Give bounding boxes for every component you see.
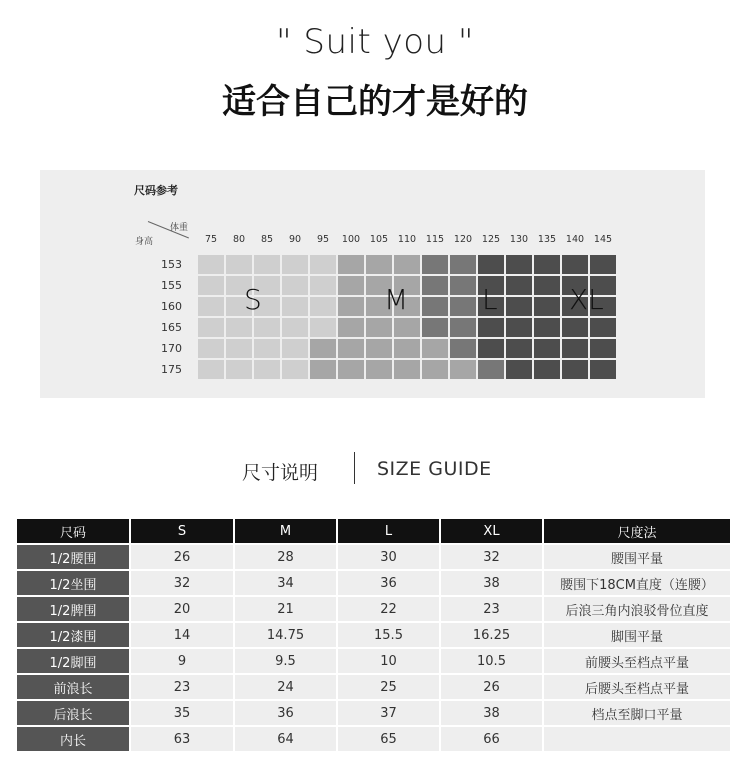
size-cell-s bbox=[310, 318, 336, 337]
size-cell-s bbox=[226, 360, 252, 379]
height-row-label: 170 bbox=[161, 342, 182, 355]
weight-column-label: 145 bbox=[593, 234, 613, 245]
size-guide-table bbox=[15, 517, 732, 753]
row-label: 1/2脾围 bbox=[17, 597, 129, 621]
size-cell-xl bbox=[562, 255, 588, 274]
size-cell-l bbox=[422, 297, 448, 316]
height-row-label: 175 bbox=[161, 363, 182, 376]
size-cell-m bbox=[338, 255, 364, 274]
value-cell: 37 bbox=[338, 701, 439, 725]
weight-column-label: 95 bbox=[316, 234, 330, 245]
size-guide-title-en: SIZE GUIDE bbox=[377, 458, 492, 480]
value-cell: 35 bbox=[131, 701, 233, 725]
size-letter-m: M bbox=[384, 283, 409, 316]
size-cell-xl bbox=[534, 360, 560, 379]
method-cell: 腰围平量 bbox=[544, 545, 730, 569]
height-axis-label: 身高 bbox=[135, 237, 154, 247]
size-cell-s bbox=[282, 360, 308, 379]
size-guide-heading bbox=[0, 452, 750, 484]
size-cell-m bbox=[338, 360, 364, 379]
page-subtitle: " Suit you " bbox=[275, 22, 475, 62]
size-cell-m bbox=[366, 360, 392, 379]
weight-column-label: 110 bbox=[397, 234, 417, 245]
size-letter-xl: XL bbox=[569, 283, 604, 316]
size-cell-s bbox=[198, 297, 224, 316]
method-cell: 前腰头至档点平量 bbox=[544, 649, 730, 673]
size-cell-xl bbox=[562, 360, 588, 379]
size-cell-m bbox=[422, 339, 448, 358]
size-reference-panel bbox=[40, 170, 705, 398]
value-cell: 14 bbox=[131, 623, 233, 647]
weight-column-label: 140 bbox=[565, 234, 585, 245]
value-cell: 38 bbox=[441, 571, 542, 595]
value-cell: 9 bbox=[131, 649, 233, 673]
size-cell-xl bbox=[590, 360, 616, 379]
heading-divider bbox=[354, 452, 355, 484]
size-cell-l bbox=[422, 318, 448, 337]
size-cell-s bbox=[226, 339, 252, 358]
size-cell-s bbox=[198, 276, 224, 295]
table-row bbox=[17, 623, 730, 647]
size-guide-title-cn: 尺寸说明 bbox=[242, 462, 319, 484]
weight-column-label: 130 bbox=[509, 234, 529, 245]
height-row-label: 153 bbox=[161, 258, 182, 271]
row-label: 内长 bbox=[17, 727, 129, 751]
table-row bbox=[17, 545, 730, 569]
height-row-label: 155 bbox=[161, 279, 182, 292]
header-m: M bbox=[235, 519, 336, 543]
size-cell-m bbox=[394, 339, 420, 358]
value-cell: 63 bbox=[131, 727, 233, 751]
size-cell-s bbox=[310, 255, 336, 274]
method-cell: 腰围下18CM直度（连腰） bbox=[544, 571, 730, 595]
value-cell: 14.75 bbox=[235, 623, 336, 647]
weight-column-label: 80 bbox=[232, 234, 246, 245]
table-row bbox=[17, 597, 730, 621]
size-letter-l: L bbox=[482, 283, 498, 316]
size-cell-s bbox=[310, 276, 336, 295]
row-label: 1/2坐围 bbox=[17, 571, 129, 595]
size-cell-s bbox=[282, 276, 308, 295]
size-cell-xl bbox=[506, 276, 532, 295]
size-cell-m bbox=[310, 360, 336, 379]
row-label: 1/2脚围 bbox=[17, 649, 129, 673]
size-letter-s: S bbox=[244, 283, 262, 316]
value-cell: 65 bbox=[338, 727, 439, 751]
value-cell: 20 bbox=[131, 597, 233, 621]
size-cell-s bbox=[282, 255, 308, 274]
method-cell: 后腰头至档点平量 bbox=[544, 675, 730, 699]
size-cell-xl bbox=[534, 276, 560, 295]
page-title: 适合自己的才是好的 bbox=[222, 82, 528, 122]
header-method: 尺度法 bbox=[544, 519, 730, 543]
size-cell-m bbox=[366, 255, 392, 274]
header-s: S bbox=[131, 519, 233, 543]
size-cell-m bbox=[450, 360, 476, 379]
size-cell-m bbox=[338, 339, 364, 358]
size-cell-l bbox=[450, 297, 476, 316]
size-cell-xl bbox=[506, 297, 532, 316]
row-label: 1/2腰围 bbox=[17, 545, 129, 569]
size-cell-xl bbox=[534, 297, 560, 316]
size-cell-l bbox=[450, 318, 476, 337]
size-cell-m bbox=[338, 297, 364, 316]
method-cell: 后浪三角内浪驳骨位直度 bbox=[544, 597, 730, 621]
size-cell-l bbox=[478, 360, 504, 379]
table-row bbox=[17, 675, 730, 699]
table-row bbox=[17, 649, 730, 673]
height-row-label: 165 bbox=[161, 321, 182, 334]
size-reference-title: 尺码参考 bbox=[134, 184, 178, 197]
weight-column-label: 90 bbox=[288, 234, 302, 245]
value-cell: 38 bbox=[441, 701, 542, 725]
size-cell-xl bbox=[506, 255, 532, 274]
value-cell: 9.5 bbox=[235, 649, 336, 673]
row-label: 后浪长 bbox=[17, 701, 129, 725]
value-cell: 30 bbox=[338, 545, 439, 569]
size-cell-xl bbox=[590, 318, 616, 337]
size-cell-s bbox=[254, 318, 280, 337]
header-l: L bbox=[338, 519, 439, 543]
value-cell: 36 bbox=[338, 571, 439, 595]
size-cell-s bbox=[310, 297, 336, 316]
height-row-label: 160 bbox=[161, 300, 182, 313]
method-cell: 档点至脚口平量 bbox=[544, 701, 730, 725]
value-cell: 23 bbox=[131, 675, 233, 699]
value-cell: 24 bbox=[235, 675, 336, 699]
value-cell: 34 bbox=[235, 571, 336, 595]
size-cell-s bbox=[198, 339, 224, 358]
size-cell-l bbox=[450, 255, 476, 274]
value-cell: 28 bbox=[235, 545, 336, 569]
size-cell-xl bbox=[534, 339, 560, 358]
size-cell-xl bbox=[562, 318, 588, 337]
size-cell-s bbox=[282, 318, 308, 337]
size-cell-s bbox=[226, 318, 252, 337]
table-header-row bbox=[17, 519, 730, 543]
value-cell: 66 bbox=[441, 727, 542, 751]
size-cell-s bbox=[254, 339, 280, 358]
size-cell-s bbox=[282, 339, 308, 358]
value-cell: 26 bbox=[441, 675, 542, 699]
size-cell-l bbox=[450, 339, 476, 358]
value-cell: 22 bbox=[338, 597, 439, 621]
size-cell-m bbox=[366, 339, 392, 358]
table-row bbox=[17, 701, 730, 725]
size-cell-xl bbox=[506, 318, 532, 337]
size-cell-s bbox=[254, 360, 280, 379]
value-cell: 10.5 bbox=[441, 649, 542, 673]
weight-column-label: 105 bbox=[369, 234, 389, 245]
value-cell: 10 bbox=[338, 649, 439, 673]
value-cell: 26 bbox=[131, 545, 233, 569]
size-cell-m bbox=[394, 255, 420, 274]
size-cell-m bbox=[310, 339, 336, 358]
method-cell: 脚围平量 bbox=[544, 623, 730, 647]
size-cell-m bbox=[366, 318, 392, 337]
value-cell: 32 bbox=[131, 571, 233, 595]
size-cell-m bbox=[394, 360, 420, 379]
weight-column-label: 125 bbox=[481, 234, 501, 245]
value-cell: 15.5 bbox=[338, 623, 439, 647]
header-size: 尺码 bbox=[17, 519, 129, 543]
size-cell-xl bbox=[506, 360, 532, 379]
row-label: 前浪长 bbox=[17, 675, 129, 699]
size-cell-xl bbox=[506, 339, 532, 358]
table-row bbox=[17, 727, 730, 751]
size-cell-s bbox=[282, 297, 308, 316]
size-cell-xl bbox=[590, 339, 616, 358]
size-cell-xl bbox=[478, 339, 504, 358]
value-cell: 32 bbox=[441, 545, 542, 569]
header-xl: XL bbox=[441, 519, 542, 543]
weight-column-label: 100 bbox=[341, 234, 361, 245]
weight-column-label: 85 bbox=[260, 234, 274, 245]
size-cell-l bbox=[450, 276, 476, 295]
value-cell: 25 bbox=[338, 675, 439, 699]
size-cell-m bbox=[422, 360, 448, 379]
value-cell: 36 bbox=[235, 701, 336, 725]
size-cell-s bbox=[198, 255, 224, 274]
size-cell-m bbox=[394, 318, 420, 337]
size-cell-l bbox=[422, 276, 448, 295]
weight-column-label: 135 bbox=[537, 234, 557, 245]
size-cell-xl bbox=[478, 255, 504, 274]
weight-column-label: 75 bbox=[204, 234, 218, 245]
size-cell-s bbox=[254, 255, 280, 274]
method-cell bbox=[544, 727, 730, 751]
size-cell-s bbox=[198, 360, 224, 379]
table-row bbox=[17, 571, 730, 595]
value-cell: 16.25 bbox=[441, 623, 542, 647]
size-cell-s bbox=[198, 318, 224, 337]
weight-column-label: 115 bbox=[425, 234, 445, 245]
size-cell-m bbox=[338, 318, 364, 337]
size-cell-m bbox=[338, 276, 364, 295]
size-cell-l bbox=[422, 255, 448, 274]
size-cell-xl bbox=[534, 318, 560, 337]
row-label: 1/2漆围 bbox=[17, 623, 129, 647]
size-cell-s bbox=[226, 255, 252, 274]
size-cell-xl bbox=[534, 255, 560, 274]
size-cell-xl bbox=[590, 255, 616, 274]
value-cell: 64 bbox=[235, 727, 336, 751]
weight-column-label: 120 bbox=[453, 234, 473, 245]
value-cell: 23 bbox=[441, 597, 542, 621]
size-cell-xl bbox=[478, 318, 504, 337]
value-cell: 21 bbox=[235, 597, 336, 621]
size-cell-xl bbox=[562, 339, 588, 358]
weight-axis-label: 体重 bbox=[170, 223, 189, 233]
